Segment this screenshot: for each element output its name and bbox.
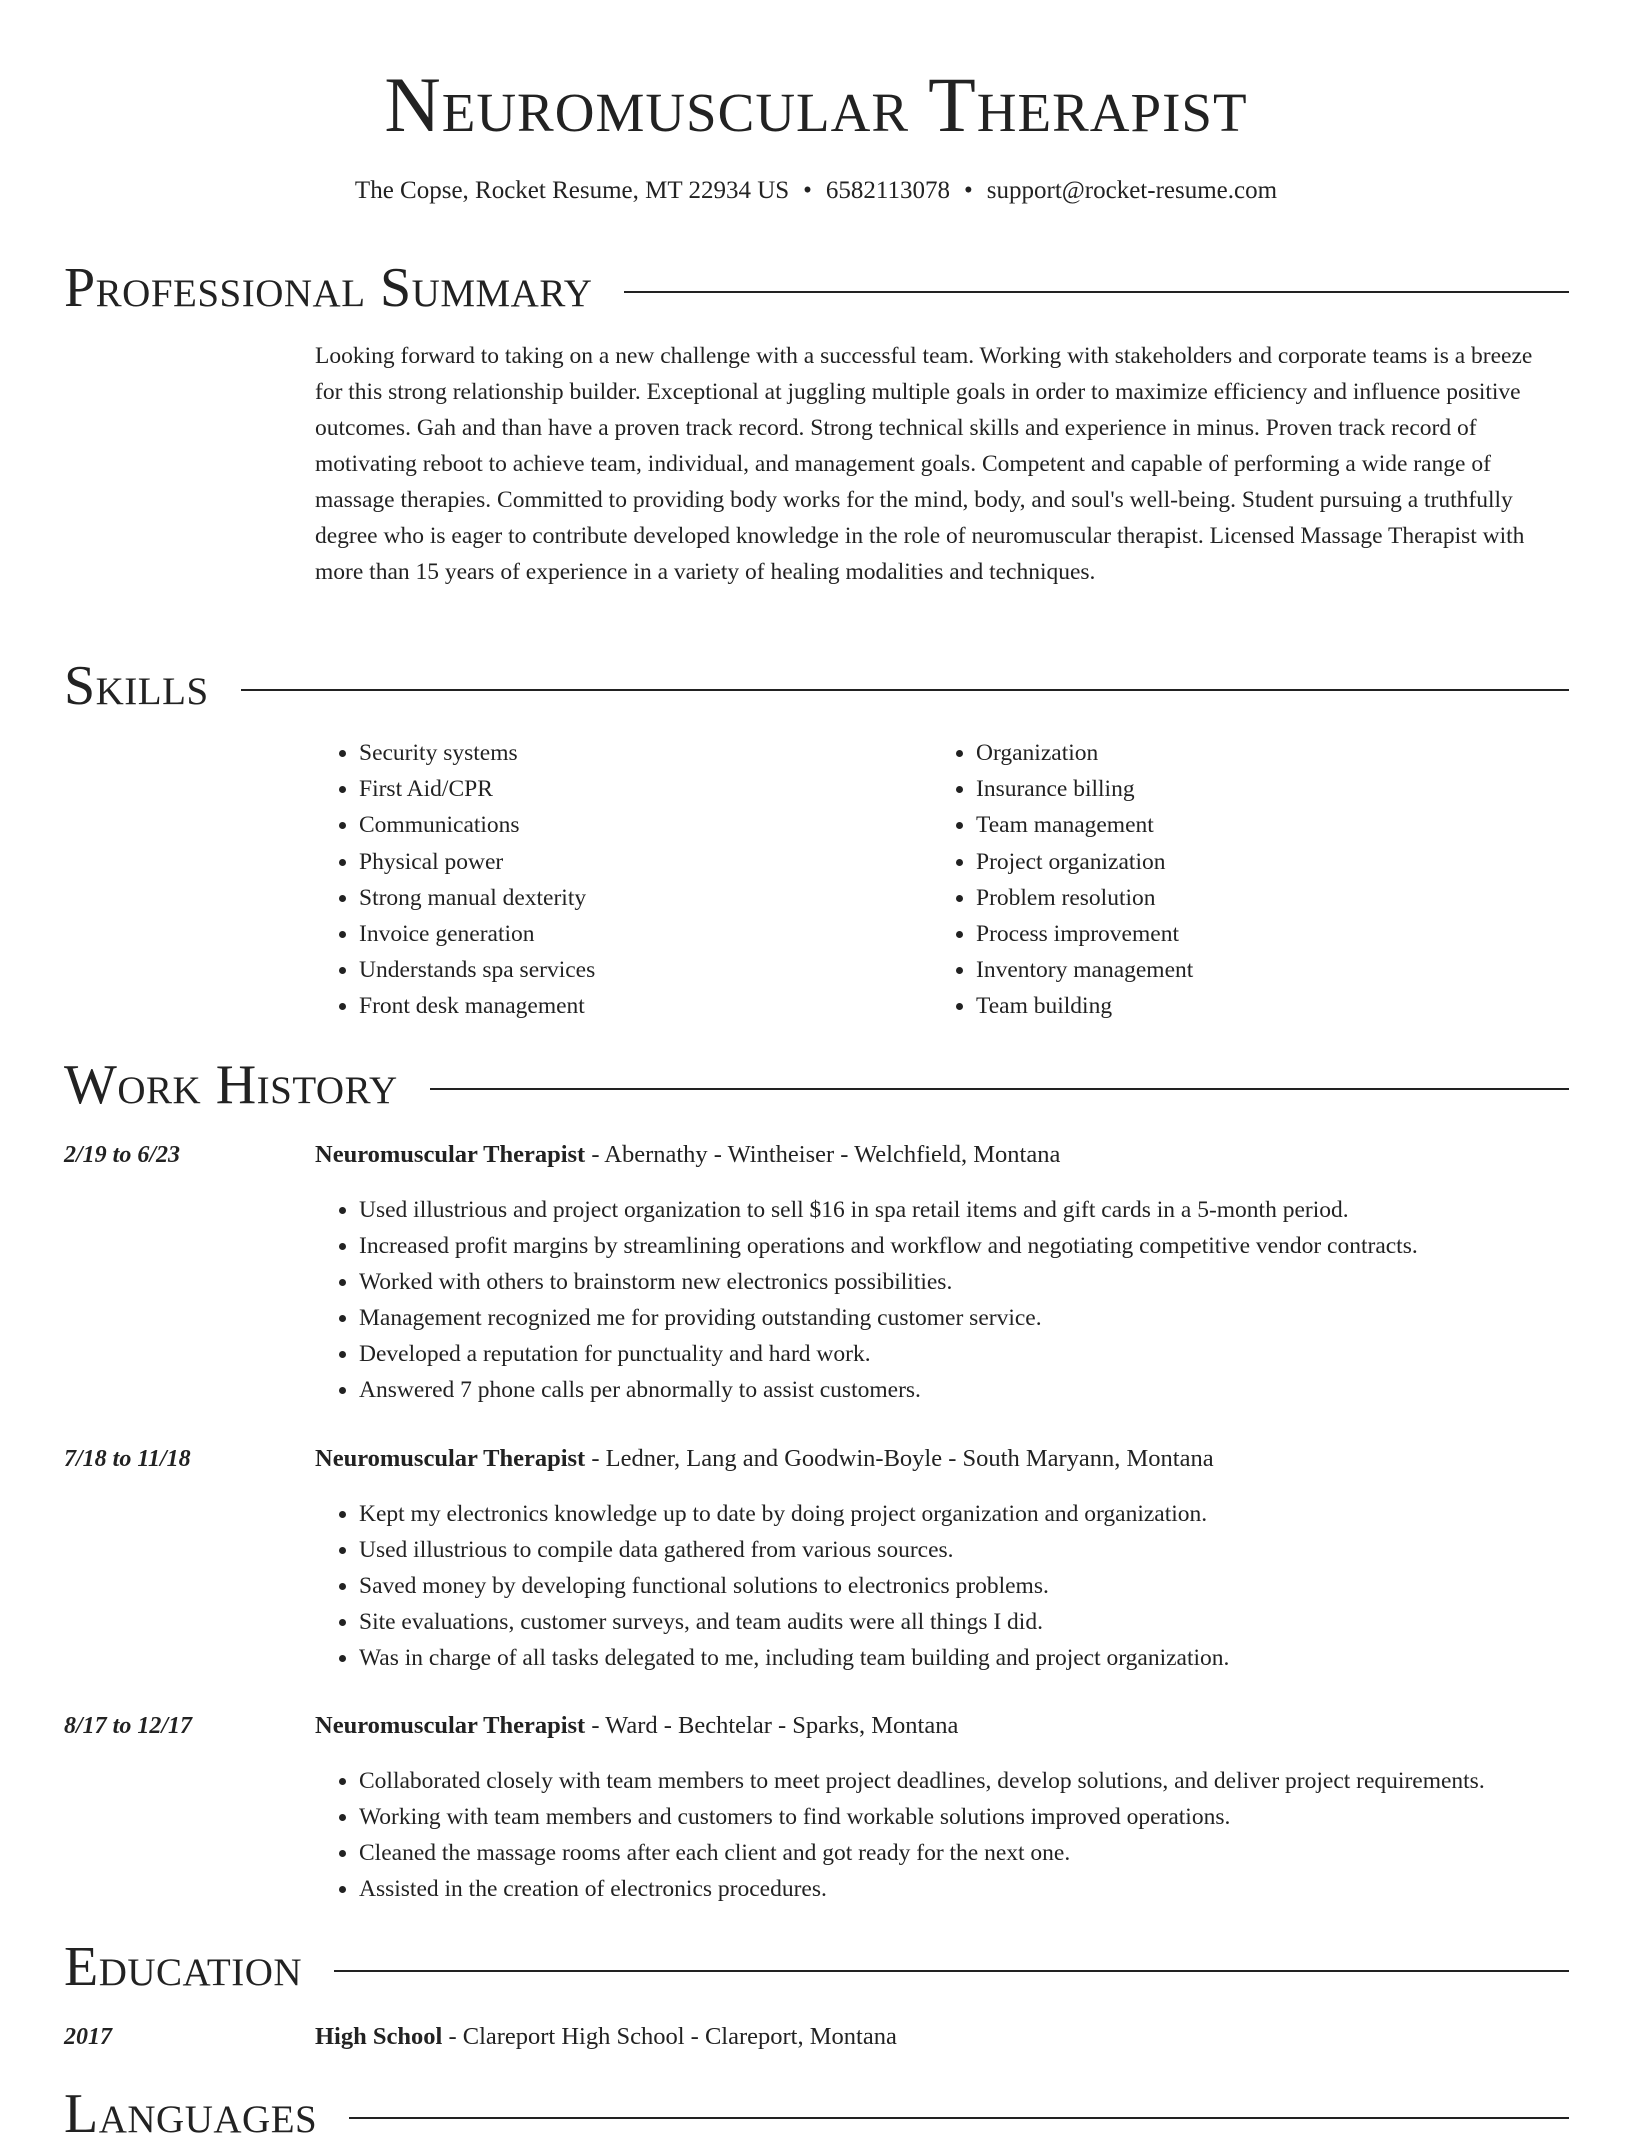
job-employer: - Ward - Bechtelar - Sparks, Montana (585, 1712, 959, 1739)
education-degree: High School (315, 2023, 443, 2050)
job-bullet: • Used illustrious and project organization to sell $16 in spa retail items and gift cards in a 5-month period. (359, 1192, 1629, 1228)
contact-line (0, 176, 1632, 206)
job-role: Neuromuscular Therapist (315, 1712, 586, 1739)
contact-separator: • (964, 177, 973, 204)
education-entry (315, 2021, 897, 2053)
job-bullet: • Site evaluations, customer surveys, and team audits were all things I did. (359, 1604, 1629, 1640)
education-section-title: Education (64, 1936, 303, 1998)
job-bullet: • Management recognized me for providing outstanding customer service. (359, 1300, 1629, 1336)
skill-item: • Physical power (359, 844, 595, 880)
job-dates: 7/18 to 11/18 (64, 1446, 191, 1472)
job-role: Neuromuscular Therapist (315, 1141, 586, 1168)
job-bullets (315, 1496, 1629, 1676)
contact-address: The Copse, Rocket Resume, MT 22934 US (354, 177, 790, 204)
job-dates: 8/17 to 12/17 (64, 1713, 193, 1739)
job-bullet: • Worked with others to brainstorm new electronics possibilities. (359, 1264, 1629, 1300)
job-bullets (315, 1192, 1629, 1408)
section-divider (241, 689, 1569, 691)
skill-item: • Problem resolution (976, 880, 1193, 916)
skill-item: • Project organization (976, 844, 1193, 880)
skills-list-left (315, 735, 595, 1025)
job-bullet: • Used illustrious to compile data gathered from various sources. (359, 1532, 1629, 1568)
languages-section-header (64, 2084, 1569, 2144)
job-heading (315, 1710, 958, 1742)
job-bullet: • Assisted in the creation of electronics procedures. (359, 1871, 1629, 1907)
job-bullet: • Was in charge of all tasks delegated to me, including team building and project organization. (359, 1640, 1629, 1676)
job-bullet: • Developed a reputation for punctuality and hard work. (359, 1336, 1629, 1372)
job-bullet: • Working with team members and customers to find workable solutions improved operations. (359, 1799, 1629, 1835)
contact-email: support@rocket-resume.com (986, 177, 1278, 204)
section-divider (334, 1970, 1569, 1972)
skill-item: • Team management (976, 807, 1193, 843)
skill-item: • Understands spa services (359, 952, 595, 988)
skill-item: • Insurance billing (976, 771, 1193, 807)
skills-section-header (64, 656, 1569, 716)
work-section-title: Work History (64, 1054, 398, 1116)
education-school: - Clareport High School - Clareport, Montana (442, 2023, 897, 2050)
job-employer: - Abernathy - Wintheiser - Welchfield, Montana (585, 1141, 1061, 1168)
skill-item: • Team building (976, 988, 1193, 1024)
education-year: 2017 (64, 2024, 112, 2050)
job-role: Neuromuscular Therapist (315, 1445, 586, 1472)
skill-item: • Invoice generation (359, 916, 595, 952)
skills-section-title: Skills (64, 655, 209, 717)
job-bullet: • Cleaned the massage rooms after each client and got ready for the next one. (359, 1835, 1629, 1871)
section-divider (430, 1088, 1569, 1090)
job-dates: 2/19 to 6/23 (64, 1142, 181, 1168)
job-heading (315, 1139, 1060, 1171)
skill-item: • Organization (976, 735, 1193, 771)
contact-phone: 6582113078 (825, 177, 950, 204)
candidate-name: Neuromuscular Therapist (384, 61, 1248, 148)
job-bullet: • Collaborated closely with team members to meet project deadlines, develop solutions, and deliver project requirements. (359, 1763, 1629, 1799)
job-employer: - Ledner, Lang and Goodwin-Boyle - South Maryann, Montana (585, 1445, 1214, 1472)
summary-section-title: Professional Summary (64, 257, 593, 319)
skills-list-right (932, 735, 1193, 1025)
section-divider (624, 291, 1569, 293)
work-section-header (64, 1055, 1569, 1115)
skill-item: • First Aid/CPR (359, 771, 595, 807)
skill-item: • Communications (359, 807, 595, 843)
job-heading (315, 1443, 1214, 1475)
contact-separator: • (803, 177, 812, 204)
summary-text: Looking forward to taking on a new challenge with a successful team. Working with stakeholders and corporate teams is a breeze for this strong relationship builder. Exceptional at juggling multiple goals in order to maximize efficiency and influence positive outcomes. Gah and than have a proven track record. Strong technical skills and experience in minus. Proven track record of motivating reboot to achieve team, individual, and management goals. Competent and capable of performing a wide range of massage therapies. Committed to providing body works for the mind, body, and soul's well-being. Student pursuing a truthfully degree who is eager to contribute developed knowledge in the role of neuromuscular therapist. Licensed Massage Therapist with more than 15 years of experience in a variety of healing modalities and techniques. (315, 343, 1533, 585)
skill-item: • Front desk management (359, 988, 595, 1024)
skill-item: • Inventory management (976, 952, 1193, 988)
job-bullet: • Increased profit margins by streamlining operations and workflow and negotiating competitive vendor contracts. (359, 1228, 1629, 1264)
job-bullets (315, 1763, 1629, 1907)
job-bullet: • Kept my electronics knowledge up to date by doing project organization and organization. (359, 1496, 1629, 1532)
languages-section-title: Languages (64, 2083, 318, 2145)
skill-item: • Security systems (359, 735, 595, 771)
job-bullet: • Answered 7 phone calls per abnormally to assist customers. (359, 1372, 1629, 1408)
education-section-header (64, 1937, 1569, 1997)
summary-section-header (64, 258, 1569, 318)
skill-item: • Strong manual dexterity (359, 880, 595, 916)
skill-item: • Process improvement (976, 916, 1193, 952)
job-bullet: • Saved money by developing functional solutions to electronics problems. (359, 1568, 1629, 1604)
section-divider (349, 2117, 1569, 2119)
